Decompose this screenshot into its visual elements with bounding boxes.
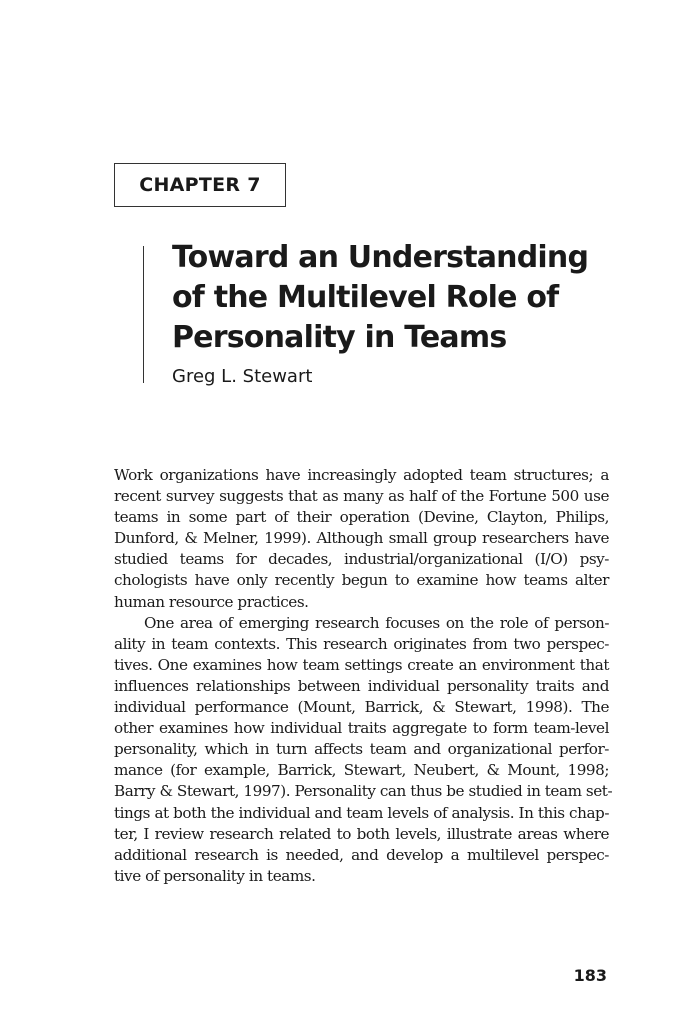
text-line: individual performance (Mount, Barrick, & Stewart, 1998). The <box>114 698 609 717</box>
text-line: mance (for example, Barrick, Stewart, Neubert, & Mount, 1998; <box>114 761 609 780</box>
chapter-title-line: Personality in Teams <box>172 320 507 355</box>
page-number: 183 <box>573 966 607 985</box>
chapter-title-line: of the Multilevel Role of <box>172 280 559 315</box>
chapter-title-line: Toward an Understanding <box>172 240 589 275</box>
text-line: studied teams for decades, industrial/organizational (I/O) psy- <box>114 550 609 569</box>
chapter-title <box>172 238 632 358</box>
text-line: ality in team contexts. This research originates from two perspec- <box>114 634 609 653</box>
text-line: Barry & Stewart, 1997). Personality can thus be studied in team set- <box>114 782 613 801</box>
text-line: personality, which in turn affects team and organizational perfor- <box>114 740 609 759</box>
text-line: tive of personality in teams. <box>114 866 316 885</box>
text-line: chologists have only recently begun to examine how teams alter <box>114 571 609 590</box>
text-line: Work organizations have increasingly adopted team structures; a <box>114 466 609 484</box>
text-line: One area of emerging research focuses on the role of person- <box>144 613 609 632</box>
text-line: influences relationships between individual personality traits and <box>114 676 609 695</box>
author-name: Greg L. Stewart <box>172 366 313 387</box>
text-line: additional research is needed, and develop a multilevel perspec- <box>114 845 609 864</box>
chapter-label-box <box>114 163 286 207</box>
title-vertical-rule <box>143 246 144 383</box>
paragraph-1 <box>114 465 609 613</box>
text-line: teams in some part of their operation (Devine, Clayton, Philips, <box>114 508 609 527</box>
text-line: ter, I review research related to both levels, illustrate areas where <box>114 824 609 843</box>
text-line: recent survey suggests that as many as half of the Fortune 500 use <box>114 487 609 506</box>
text-line: tives. One examines how team settings create an environment that <box>114 655 609 674</box>
text-line: Dunford, & Melner, 1999). Although small group researchers have <box>114 529 609 548</box>
text-line: human resource practices. <box>114 592 309 611</box>
text-line: tings at both the individual and team levels of analysis. In this chap- <box>114 803 609 822</box>
text-line: other examines how individual traits aggregate to form team-level <box>114 719 609 738</box>
paragraph-2 <box>114 613 613 887</box>
body-text <box>114 465 613 887</box>
chapter-label: CHAPTER 7 <box>139 174 261 196</box>
